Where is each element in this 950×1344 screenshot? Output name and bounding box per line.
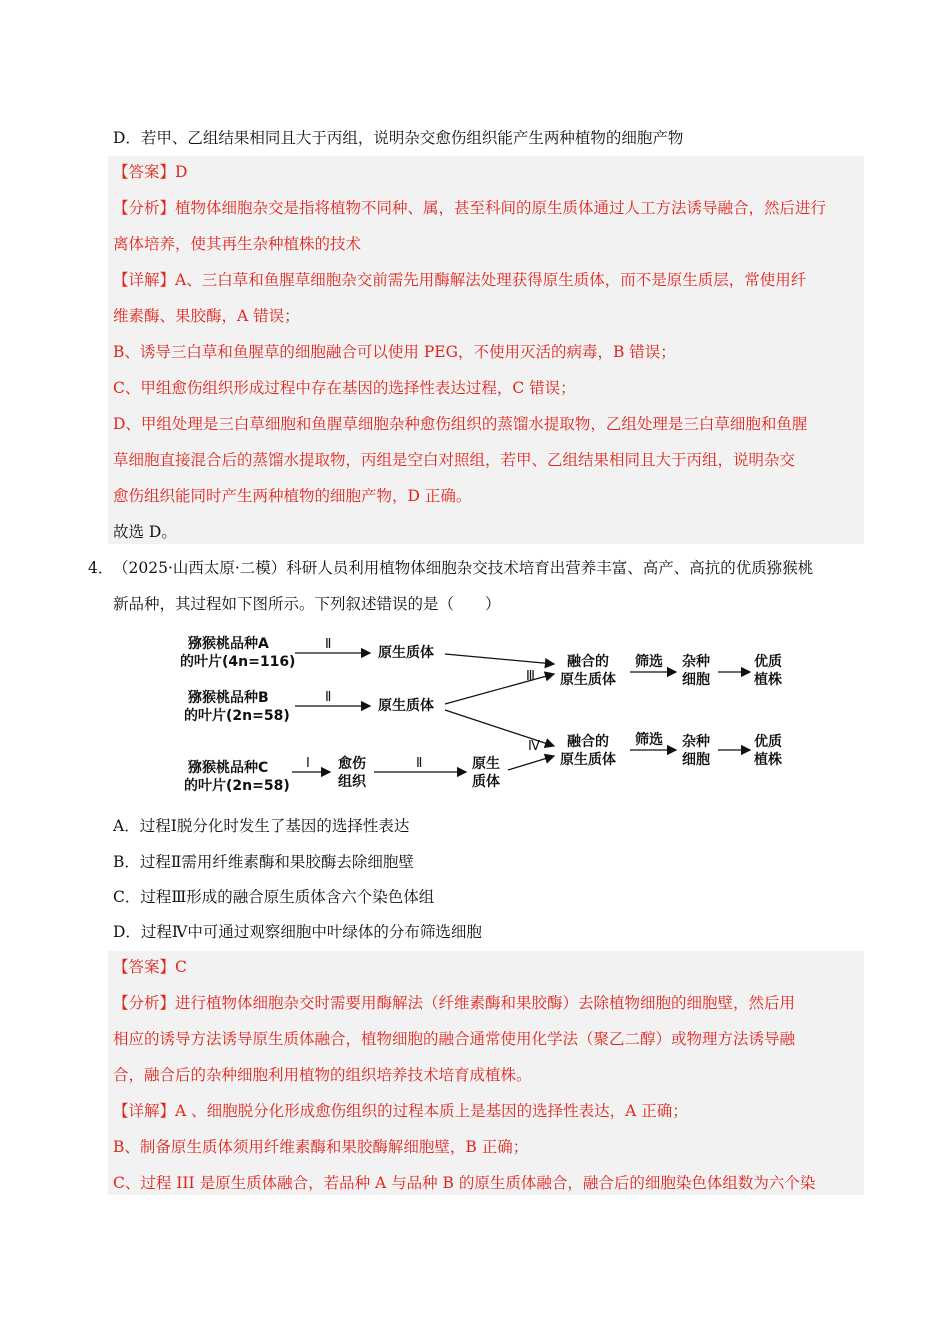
q4-option-c: C．过程Ⅲ形成的融合原生质体含六个染色体组	[113, 888, 435, 906]
process-diagram	[170, 628, 800, 798]
hybrid-cell-1-line2: 细胞	[682, 672, 710, 688]
roman-iv: Ⅳ	[528, 739, 540, 754]
callus-line2: 组织	[338, 774, 366, 790]
protoplast-b: 原生质体	[378, 698, 434, 714]
arrow-proto-a-to-fusion	[445, 654, 554, 664]
arrow-proto-c-to-fusion-2	[508, 756, 554, 770]
q4-detail-line-3: C、过程 III 是原生质体融合，若品种 A 与品种 B 的原生质体融合，融合后的细胞染色体组数为六个染	[113, 1174, 816, 1192]
q4-number: 4．	[88, 559, 114, 577]
q3-detail-line-6: 草细胞直接混合后的蒸馏水提取物，丙组是空白对照组，若甲、乙组结果相同且大于丙组，说明杂交	[113, 451, 796, 469]
variety-b-label-2: 的叶片(2n=58)	[184, 708, 290, 724]
q4-detail-line-1: 【详解】A 、细胞脱分化形成愈伤组织的过程本质上是基因的选择性表达，A 正确；	[113, 1102, 688, 1120]
roman-iii: Ⅲ	[526, 669, 535, 684]
variety-b-label-1: 猕猴桃品种B	[188, 690, 269, 706]
fused-protoplast-2-line2: 原生质体	[560, 752, 616, 768]
q4-stem-line-2: 新品种，其过程如下图所示。下列叙述错误的是（ ）	[113, 595, 501, 613]
q3-detail-line-5: D、甲组处理是三白草细胞和鱼腥草细胞杂种愈伤组织的蒸馏水提取物，乙组处理是三白草细胞和鱼腥	[113, 415, 808, 433]
screen-label-1: 筛选	[635, 654, 663, 670]
option-d-text: D．若甲、乙组结果相同且大于丙组，说明杂交愈伤组织能产生两种植物的细胞产物	[113, 129, 684, 147]
arrow-proto-b-to-fusion	[445, 674, 554, 704]
roman-ii-b: Ⅱ	[325, 690, 332, 705]
fused-protoplast-2-line1: 融合的	[567, 734, 609, 750]
q4-analysis-line-2: 相应的诱导方法诱导原生质体融合，植物细胞的融合通常使用化学法（聚乙二醇）或物理方法诱导融	[113, 1030, 796, 1048]
screen-label-2: 筛选	[635, 732, 663, 748]
q3-answer: 【答案】D	[113, 163, 188, 181]
variety-a-label-1: 猕猴桃品种A	[188, 636, 269, 652]
q4-detail-line-2: B、制备原生质体须用纤维素酶和果胶酶解细胞壁，B 正确；	[113, 1138, 529, 1156]
quality-plant-2-line2: 植株	[754, 752, 782, 768]
q3-detail-line-2: 维素酶、果胶酶，A 错误；	[113, 307, 300, 325]
q4-analysis-line-1: 【分析】进行植物体细胞杂交时需要用酶解法（纤维素酶和果胶酶）去除植物细胞的细胞壁，然后用	[113, 994, 796, 1012]
variety-c-label-2: 的叶片(2n=58)	[184, 778, 290, 794]
hybrid-cell-2-line2: 细胞	[682, 752, 710, 768]
q4-option-b: B．过程Ⅱ需用纤维素酶和果胶酶去除细胞壁	[113, 853, 414, 871]
q3-detail-line-7: 愈伤组织能同时产生两种植物的细胞产物，D 正确。	[113, 487, 472, 505]
q4-analysis-line-3: 合，融合后的杂种细胞利用植物的组织培养技术培育成植株。	[113, 1066, 532, 1084]
q3-detail-line-4: C、甲组愈伤组织形成过程中存在基因的选择性表达过程，C 错误；	[113, 379, 576, 397]
q4-option-a: A．过程Ⅰ脱分化时发生了基因的选择性表达	[113, 817, 410, 835]
q3-detail-line-1: 【详解】A、三白草和鱼腥草细胞杂交前需先用酶解法处理获得原生质体，而不是原生质层，常使用纤	[113, 271, 807, 289]
q3-conclusion: 故选 D。	[113, 523, 177, 541]
hybrid-cell-2-line1: 杂种	[682, 734, 710, 750]
q4-stem-line-1: （2025·山西太原·二模）科研人员利用植物体细胞杂交技术培育出营养丰富、高产、高抗的优质猕猴桃	[113, 559, 814, 577]
fused-protoplast-1-line2: 原生质体	[560, 672, 616, 688]
protoplast-c-line1: 原生	[472, 756, 500, 772]
roman-ii-c: Ⅱ	[416, 756, 423, 771]
q3-detail-line-3: B、诱导三白草和鱼腥草的细胞融合可以使用 PEG，不使用灭活的病毒，B 错误；	[113, 343, 676, 361]
protoplast-a: 原生质体	[378, 645, 434, 661]
q4-option-d: D．过程Ⅳ中可通过观察细胞中叶绿体的分布筛选细胞	[113, 923, 482, 941]
quality-plant-1-line2: 植株	[754, 672, 782, 688]
hybrid-cell-1-line1: 杂种	[682, 654, 710, 670]
variety-a-label-2: 的叶片(4n=116)	[180, 654, 296, 670]
quality-plant-2-line1: 优质	[754, 734, 782, 750]
protoplast-c-line2: 质体	[472, 774, 500, 790]
q4-answer: 【答案】C	[113, 958, 187, 976]
quality-plant-1-line1: 优质	[754, 654, 782, 670]
variety-c-label-1: 猕猴桃品种C	[188, 760, 269, 776]
roman-i: Ⅰ	[306, 756, 310, 771]
q3-analysis-line-2: 离体培养，使其再生杂种植株的技术	[113, 235, 362, 253]
roman-ii-a: Ⅱ	[325, 637, 332, 652]
q3-analysis-line-1: 【分析】植物体细胞杂交是指将植物不同种、属，甚至科间的原生质体通过人工方法诱导融合，然后进行	[113, 199, 827, 217]
callus-line1: 愈伤	[338, 756, 366, 772]
fused-protoplast-1-line1: 融合的	[567, 654, 609, 670]
